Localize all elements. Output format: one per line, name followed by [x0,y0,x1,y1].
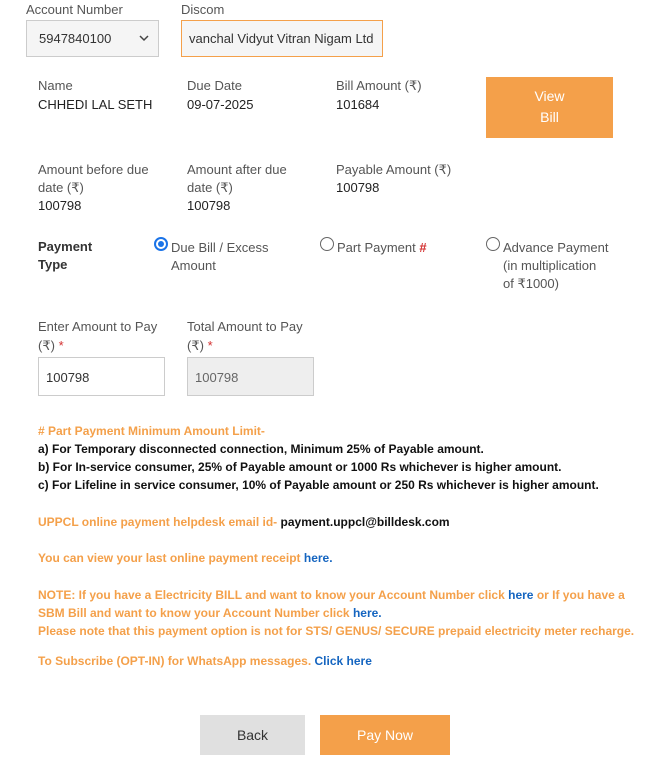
due-date-label: Due Date [187,78,242,93]
amount-after-due-label-line1: Amount after due [187,162,287,177]
part-payment-marker: # [419,240,427,255]
advance-payment-label-line3: of ₹1000) [503,276,559,291]
total-amount-field [187,357,314,396]
discom-value: vanchal Vidyut Vitran Nigam Ltd [189,31,374,46]
name-label: Name [38,78,73,93]
note-text-1: NOTE: If you have a Electricity BILL and want to know your Account Number click [38,588,505,602]
discom-field[interactable] [181,20,383,57]
amount-before-due-label-line2: date (₹) [38,180,84,195]
amount-before-due-value: 100798 [38,198,82,213]
required-mark: * [207,338,213,353]
due-bill-label-line1: Due Bill / Excess [171,240,269,255]
required-mark: * [58,338,64,353]
discom-label: Discom [181,2,225,17]
account-number-label: Account Number [26,2,123,17]
enter-amount-label-line2: (₹) * [38,338,64,353]
helpdesk-label: UPPCL online payment helpdesk email id- [38,515,278,529]
note-line-1 [38,586,625,604]
note-line-2 [38,604,382,622]
total-amount-value: 100798 [195,370,239,385]
advance-payment-label-line2: (in multiplication [503,258,597,273]
prepaid-note: Please note that this payment option is not for STS/ GENUS/ SECURE prepaid electricity meter recharge. [38,624,635,638]
enter-amount-input[interactable] [38,357,165,396]
amount-before-due-label-line1: Amount before due [38,162,149,177]
advance-payment-label-line1: Advance Payment [503,240,609,255]
note-text-3: SBM Bill and want to know your Account Number click [38,606,350,620]
receipt-link[interactable]: here. [303,551,333,565]
bill-amount-value: 101684 [336,97,380,112]
rule-a: a) For Temporary disconnected connection, Minimum 25% of Payable amount. [38,442,484,456]
whatsapp-text: To Subscribe (OPT-IN) for WhatsApp messages. [38,654,312,668]
view-bill-label-line1: View [534,88,565,104]
payment-type-label-line2: Type [38,257,68,272]
due-bill-label-line2: Amount [171,258,216,273]
back-button[interactable]: Back [200,715,305,755]
enter-amount-value: 100798 [46,370,90,385]
receipt-line [38,549,333,567]
name-value: CHHEDI LAL SETH [38,97,153,112]
note-text-2: or If you have a [536,588,625,602]
payable-amount-value: 100798 [336,180,380,195]
whatsapp-line [38,652,372,670]
receipt-text: You can view your last online payment receipt [38,551,301,565]
payable-amount-label: Payable Amount (₹) [336,162,452,177]
view-bill-label-line2: Bill [540,109,559,125]
radio-part-payment[interactable] [320,237,334,251]
enter-amount-label-line1: Enter Amount to Pay [38,319,158,334]
helpdesk-line [38,513,450,531]
account-number-value: 5947840100 [39,31,112,46]
helpdesk-email: payment.uppcl@billdesk.com [280,515,450,529]
part-payment-title: # Part Payment Minimum Amount Limit- [38,424,265,438]
bill-amount-label: Bill Amount (₹) [336,78,422,93]
chevron-down-icon [139,30,149,51]
account-number-link[interactable]: here [508,588,534,602]
pay-now-button[interactable]: Pay Now [320,715,450,755]
sbm-account-link[interactable]: here. [352,606,382,620]
radio-due-bill[interactable] [154,237,168,251]
amount-after-due-label-line2: date (₹) [187,180,233,195]
whatsapp-link[interactable]: Click here [314,654,372,668]
payment-type-label-line1: Payment [38,239,93,254]
due-date-value: 09-07-2025 [187,97,254,112]
total-amount-label-line2: (₹) * [187,338,213,353]
part-payment-label: Part Payment # [337,240,427,255]
rule-b: b) For In-service consumer, 25% of Payable amount or 1000 Rs whichever is higher amount. [38,460,562,474]
amount-after-due-value: 100798 [187,198,231,213]
view-bill-button[interactable] [486,77,613,138]
radio-advance-payment[interactable] [486,237,500,251]
account-number-select[interactable] [26,20,159,57]
rule-c: c) For Lifeline in service consumer, 10% of Payable amount or 250 Rs whichever is higher amount. [38,478,599,492]
total-amount-label-line1: Total Amount to Pay [187,319,303,334]
